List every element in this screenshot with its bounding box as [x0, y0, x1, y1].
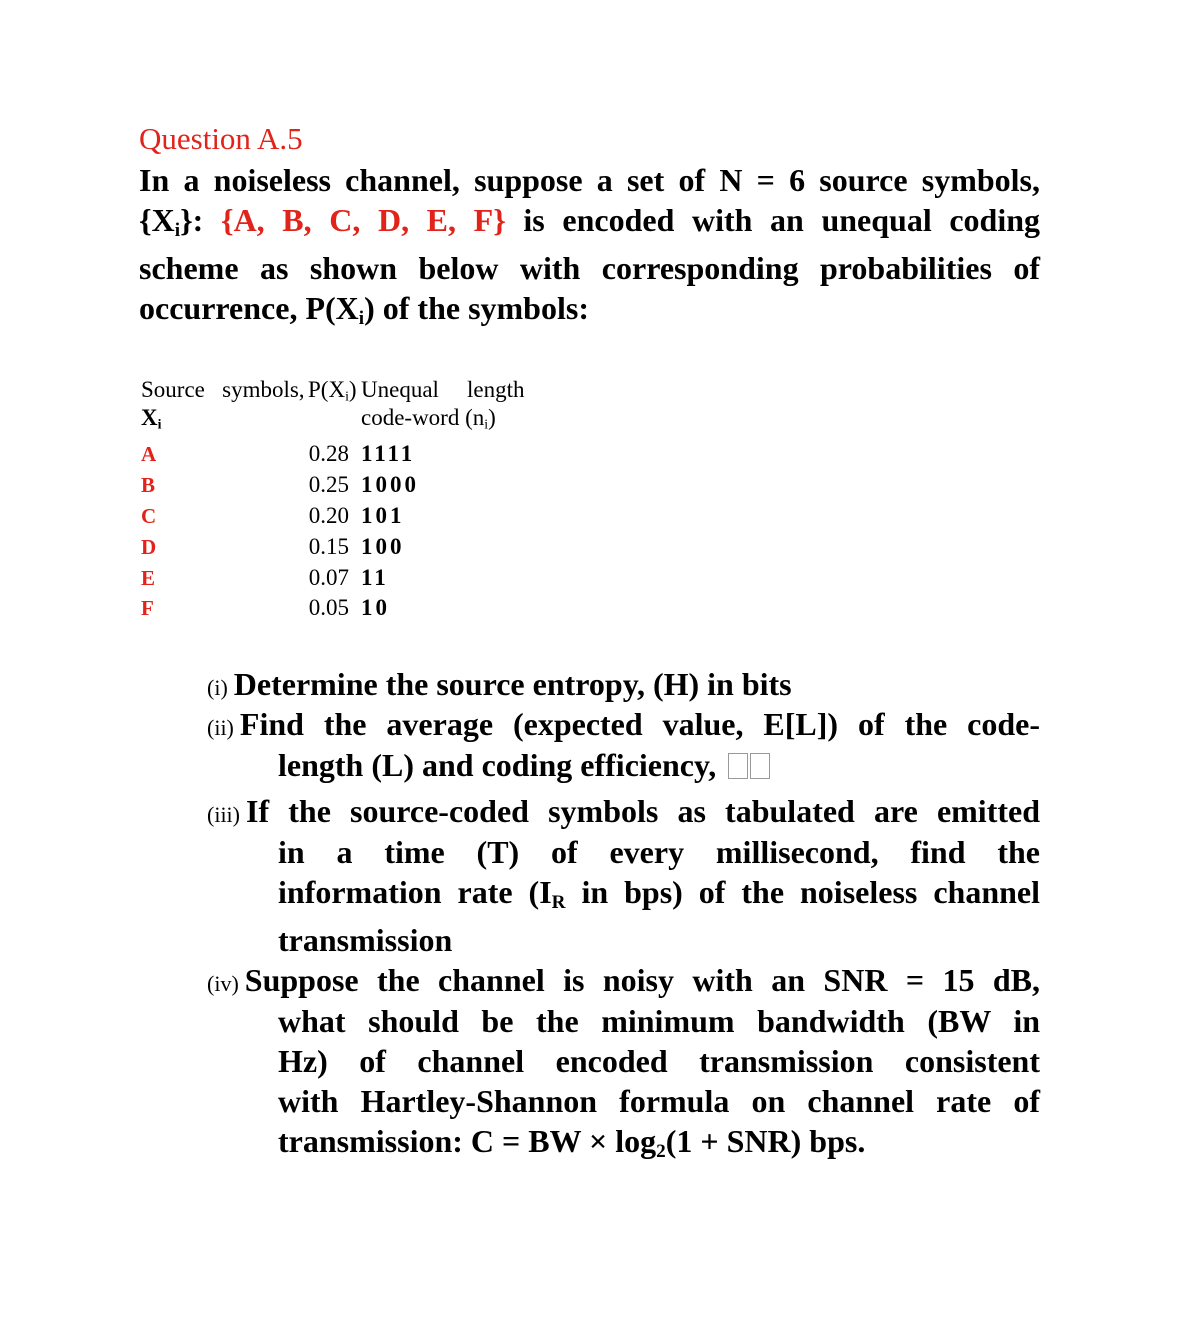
codeword-cell: 1111	[361, 441, 416, 466]
symbol-cell: B	[141, 473, 156, 497]
codeword-cell: 10	[361, 595, 390, 620]
codeword-cell: 100	[361, 534, 405, 559]
probability-cell: 0.15	[308, 534, 349, 559]
symbol-cell: F	[141, 596, 154, 620]
missing-glyph-icon	[728, 753, 748, 779]
question-iii-line-2: in a time (T) of every millisecond, find the	[278, 834, 1040, 870]
header-probability: $P(X_i)$	[308, 377, 357, 404]
question-ii: (ii) Find the average (expected value, E[L]) of the code-	[207, 706, 1040, 742]
symbol-cell: C	[141, 504, 157, 528]
header-length: length	[467, 377, 525, 402]
codeword-cell: 11	[361, 565, 389, 590]
header-source: Source symbols,	[141, 377, 305, 402]
question-iii: (iii) If the source-coded symbols as tabulated are emitted	[207, 793, 1040, 829]
intro-line-4: occurrence, $P(X_i)$ of the symbols:	[139, 290, 589, 329]
header-source-symbol: $X_i$	[141, 405, 162, 432]
probability-cell: 0.05	[308, 595, 349, 620]
intro-line-3: scheme as shown below with corresponding probabilities of	[139, 250, 1040, 286]
question-i: (i) Determine the source entropy, (H) in bits	[207, 666, 792, 702]
header-codeword: code-word $(n_i)$	[361, 405, 496, 432]
intro-line-1: In a noiseless channel, suppose a set of N = 6 source symbols,	[139, 162, 1040, 198]
probability-cell: 0.28	[308, 441, 349, 466]
intro-line-2: $\{X_i\}$: {A, B, C, D, E, F} is encoded with an unequal coding	[139, 202, 1041, 241]
question-iii-line-3: information rate ($I_R$ in bps) of the noiseless channel	[278, 874, 1040, 913]
symbol-cell: A	[141, 442, 157, 466]
symbol-cell: D	[141, 535, 157, 559]
codeword-cell: 1000	[361, 472, 419, 497]
question-heading: Question A.5	[139, 121, 303, 156]
question-iv-line-4: with Hartley-Shannon formula on channel rate of	[278, 1083, 1040, 1119]
question-iii-line-4: transmission	[278, 922, 453, 958]
question-ii-line-2: length (L) and coding efficiency,	[278, 745, 1040, 785]
question-iv: (iv) Suppose the channel is noisy with an SNR = 15 dB,	[207, 962, 1040, 998]
symbol-cell: E	[141, 566, 156, 590]
probability-cell: 0.07	[308, 565, 349, 590]
symbol-set: {A, B, C, D, E, F}	[220, 202, 506, 238]
missing-glyph-icon	[750, 753, 770, 779]
question-iv-line-2: what should be the minimum bandwidth (BW in	[278, 1003, 1040, 1039]
question-iv-line-5: transmission: C = BW × $\log_2(1 + SNR)$ bps.	[278, 1123, 866, 1162]
question-iv-line-3: Hz) of channel encoded transmission consistent	[278, 1043, 1040, 1079]
probability-cell: 0.25	[308, 472, 349, 497]
codeword-cell: 101	[361, 503, 405, 528]
header-unequal: Unequal	[361, 377, 439, 402]
probability-cell: 0.20	[308, 503, 349, 528]
